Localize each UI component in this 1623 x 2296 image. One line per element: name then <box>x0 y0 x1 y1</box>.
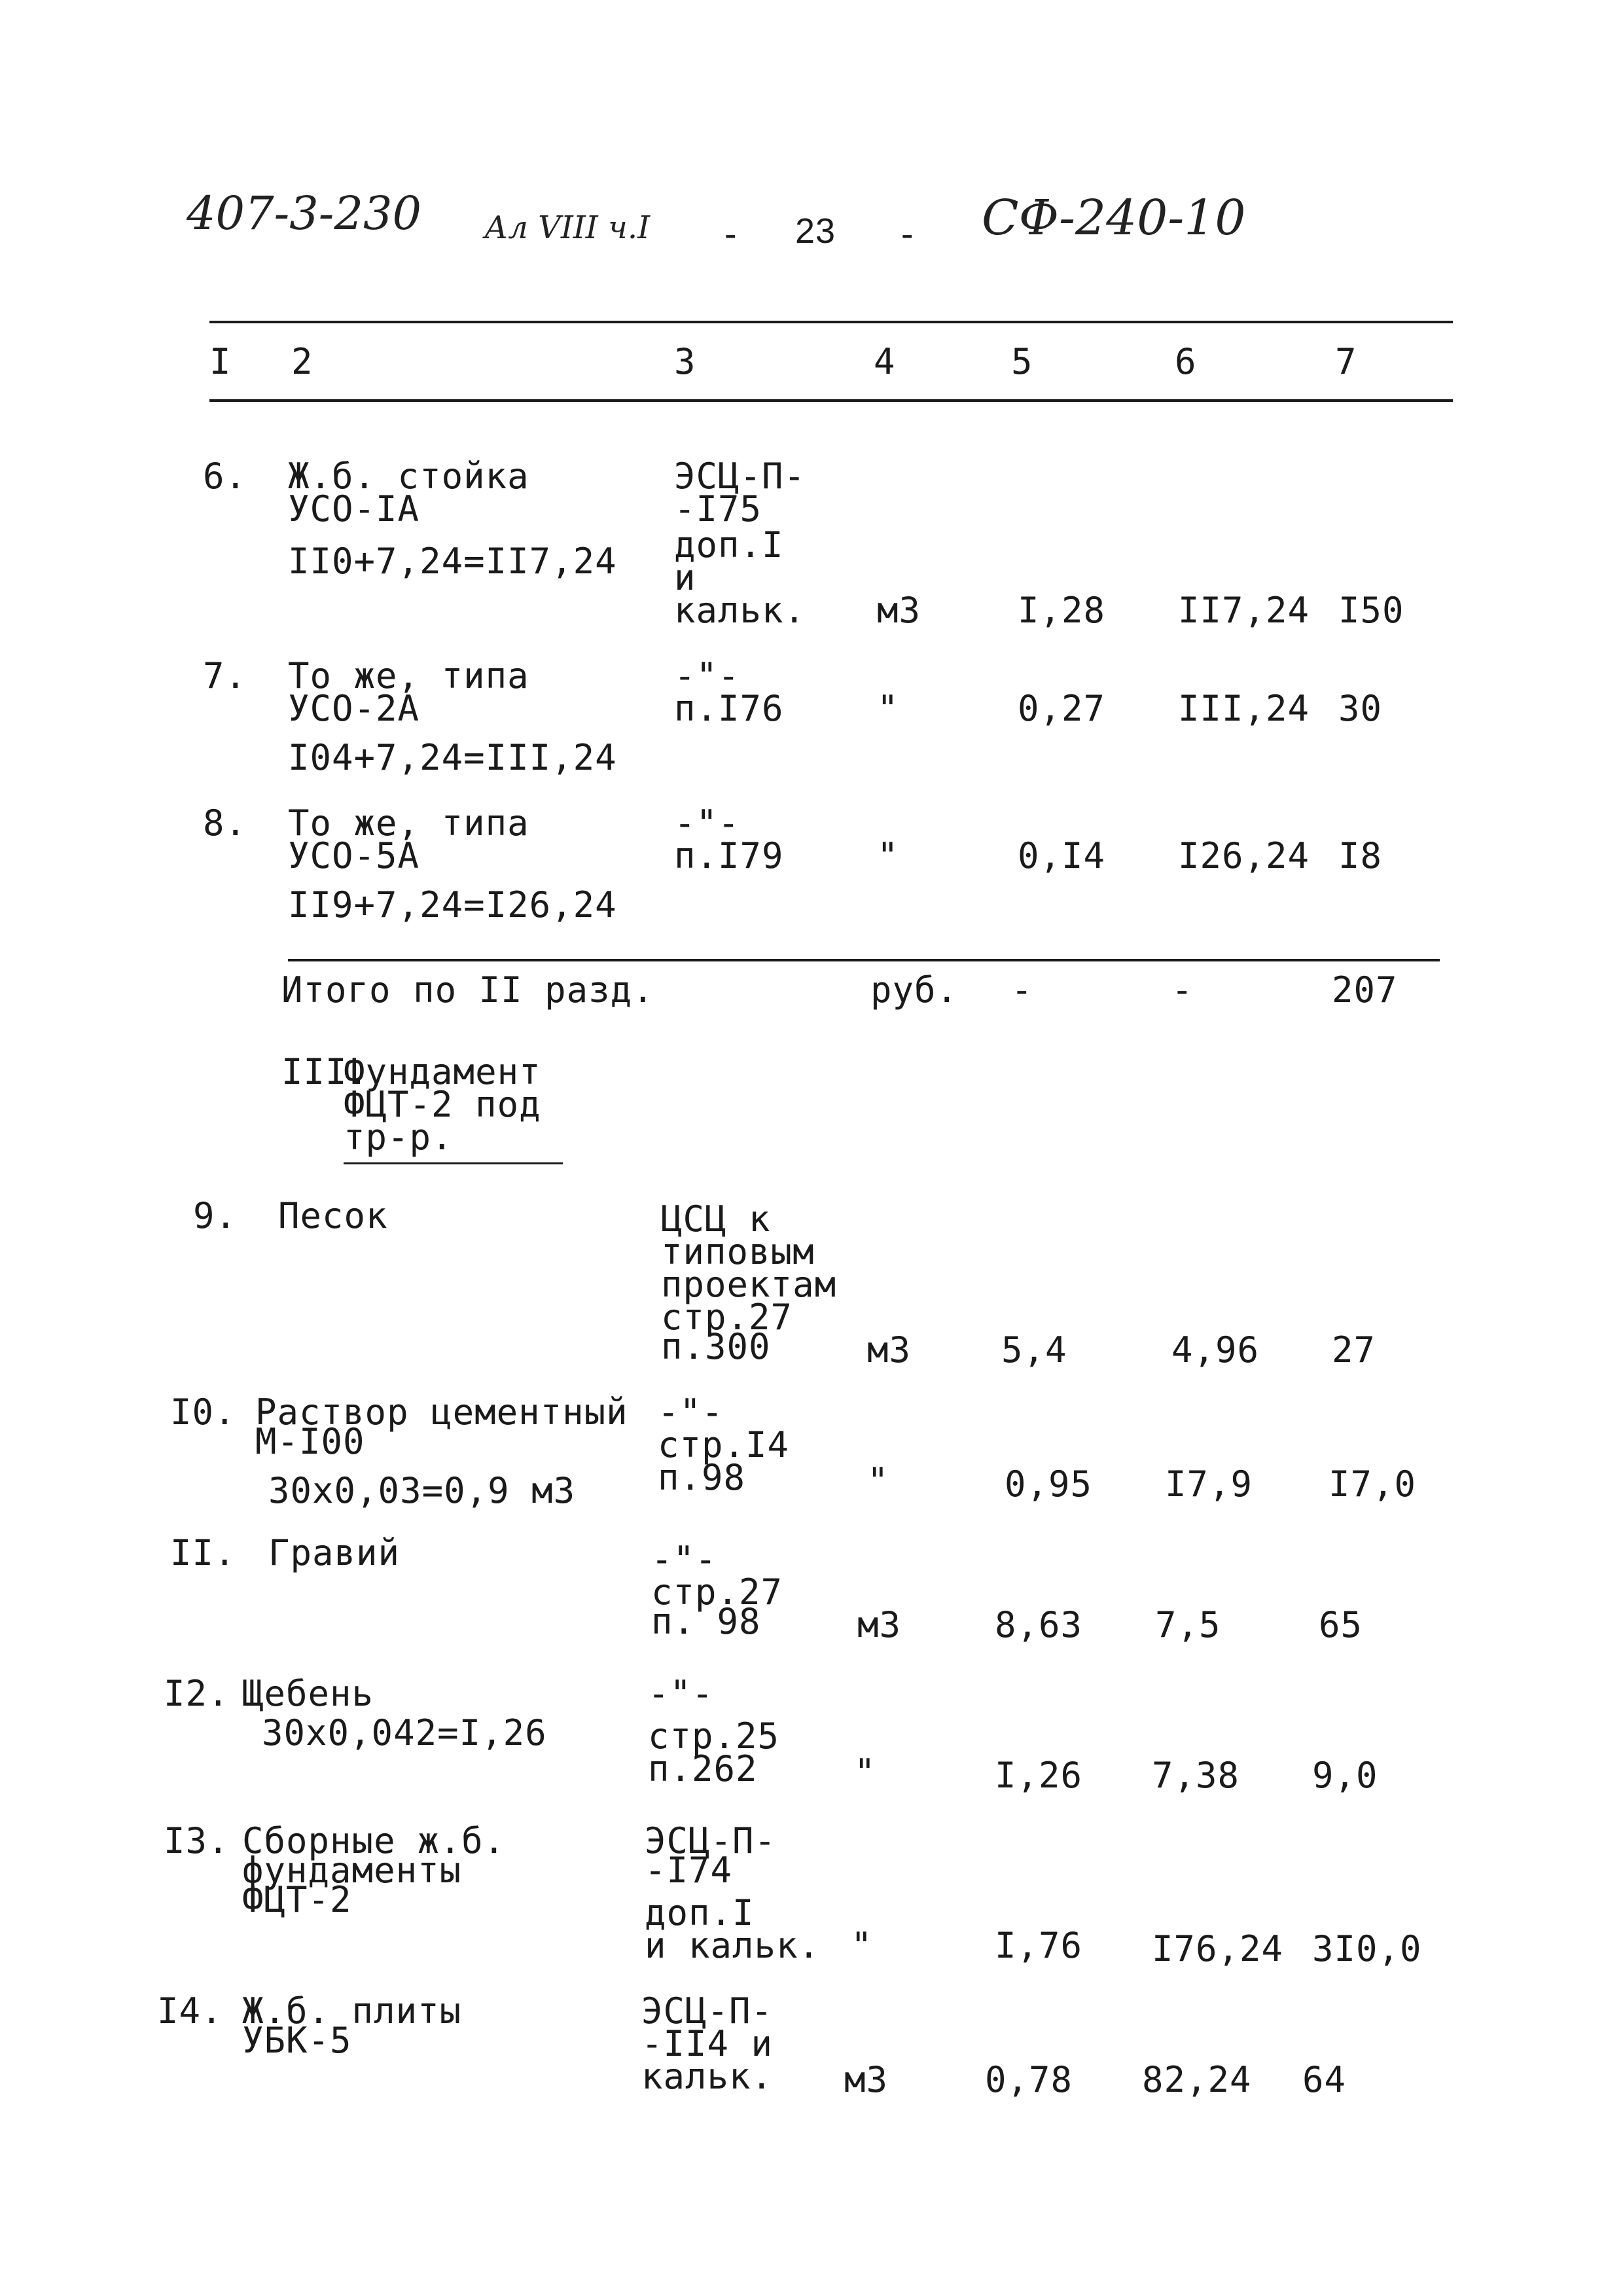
item-name-line: УСО-5А <box>288 835 420 876</box>
ref-line: доп.I <box>674 524 784 565</box>
price-cell: II7,24 <box>1178 590 1310 631</box>
price-cell: I76,24 <box>1152 1928 1284 1969</box>
item-calc: II0+7,24=II7,24 <box>288 541 617 582</box>
album-code: Ал VIII ч.I <box>484 209 651 246</box>
ref-line: стр.27 <box>661 1297 793 1338</box>
section-underline <box>344 1162 563 1164</box>
section-title-line: ФЦТ-2 под <box>344 1084 541 1125</box>
unit-cell: м3 <box>867 1329 912 1371</box>
section-title-line: Фундамент <box>344 1051 541 1092</box>
unit-cell: м3 <box>877 590 921 631</box>
subtotal-label: Итого по II разд. <box>281 969 654 1011</box>
ref-line: стр.27 <box>651 1571 783 1613</box>
sheet-code: СФ-240-10 <box>982 190 1246 246</box>
ref-line: ЭСЦ-П- <box>674 456 806 497</box>
row-number: I2. <box>164 1673 230 1714</box>
item-name-line: То же, типа <box>288 802 529 844</box>
row-number: II. <box>170 1532 236 1573</box>
ref-line: кальк. <box>641 2056 774 2097</box>
qty-cell: 0,27 <box>1018 688 1106 729</box>
ref-line: и <box>674 557 696 598</box>
ref-line: п.I76 <box>674 688 784 729</box>
ref-line: -"- <box>674 802 740 844</box>
page-prefix: - <box>720 213 742 255</box>
qty-cell: 5,4 <box>1001 1329 1067 1371</box>
subtotal-qty: - <box>1011 969 1033 1011</box>
price-cell: I26,24 <box>1178 835 1310 876</box>
page-number: 23 <box>795 211 836 251</box>
ref-line: -"- <box>674 655 740 696</box>
ref-line: ЭСЦ-П- <box>641 1990 774 2032</box>
qty-cell: 8,63 <box>995 1604 1083 1645</box>
price-cell: III,24 <box>1178 688 1310 729</box>
price-cell: 7,5 <box>1155 1604 1221 1645</box>
unit-cell: " <box>877 688 899 729</box>
table-header-rule <box>209 399 1453 402</box>
item-calc: II9+7,24=I26,24 <box>288 884 617 925</box>
ref-line: п.98 <box>658 1457 746 1498</box>
ref-line: п.300 <box>661 1326 771 1367</box>
item-name-line: Щебень <box>242 1673 374 1714</box>
item-name-line: ФЦТ-2 <box>242 1879 352 1920</box>
item-calc: I04+7,24=III,24 <box>288 737 617 778</box>
unit-cell: м3 <box>857 1604 902 1645</box>
item-name-line: УСО-IА <box>288 488 420 529</box>
ref-line: -I74 <box>645 1850 733 1891</box>
ref-line: доп.I <box>645 1892 755 1933</box>
item-name-line: М-I00 <box>255 1421 365 1462</box>
item-name-line: фундаменты <box>242 1850 462 1891</box>
item-name-line: Гравий <box>268 1532 401 1573</box>
ref-line: п. 98 <box>651 1601 761 1642</box>
col-header-2: 2 <box>291 341 313 382</box>
ref-line: кальк. <box>674 590 806 631</box>
unit-cell: " <box>854 1751 876 1793</box>
unit-cell: " <box>867 1460 889 1501</box>
ref-line: типовым <box>661 1231 815 1272</box>
total-cell: 64 <box>1302 2059 1347 2100</box>
qty-cell: 0,I4 <box>1018 835 1106 876</box>
item-name-line: Сборные ж.б. <box>242 1820 506 1861</box>
ref-line: ЦСЦ к <box>661 1198 771 1240</box>
row-number: 7. <box>203 655 247 696</box>
ref-line: стр.I4 <box>658 1424 790 1465</box>
total-cell: 27 <box>1332 1329 1376 1371</box>
section-roman: III. <box>281 1051 370 1092</box>
ref-line: -II4 и <box>641 2023 774 2064</box>
item-name-line: УБК-5 <box>242 2020 352 2061</box>
total-cell: 30 <box>1338 688 1383 729</box>
row-number: 8. <box>203 802 247 844</box>
col-header-6: 6 <box>1175 341 1196 382</box>
item-name-line: Ж.б. стойка <box>288 456 529 497</box>
ref-line: проектам <box>661 1264 837 1305</box>
ref-line: и кальк. <box>645 1925 821 1966</box>
qty-cell: 0,78 <box>985 2059 1073 2100</box>
table-top-rule <box>209 321 1453 323</box>
row-number: 9. <box>193 1195 238 1236</box>
section-title-line: тр-р. <box>344 1117 454 1158</box>
qty-cell: I,76 <box>995 1925 1083 1966</box>
ref-line: стр.25 <box>648 1715 780 1757</box>
page-suffix: - <box>897 213 919 255</box>
total-cell: I50 <box>1338 590 1404 631</box>
col-header-4: 4 <box>874 341 895 382</box>
qty-cell: 0,95 <box>1005 1463 1093 1505</box>
item-name-line: Раствор цементный <box>255 1391 628 1433</box>
item-calc: 30х0,042=I,26 <box>262 1712 547 1753</box>
col-header-3: 3 <box>674 341 696 382</box>
total-cell: I8 <box>1338 835 1383 876</box>
subtotal-unit: руб. <box>870 969 959 1011</box>
item-name-line: УСО-2А <box>288 688 420 729</box>
item-calc: 30х0,03=0,9 м3 <box>268 1470 576 1511</box>
price-cell: 4,96 <box>1171 1329 1260 1371</box>
row-number: I3. <box>164 1820 230 1861</box>
row-number: I0. <box>170 1391 236 1433</box>
qty-cell: I,28 <box>1018 590 1106 631</box>
ref-line: п.262 <box>648 1748 758 1789</box>
ref-line: -"- <box>648 1673 714 1714</box>
row-number: I4. <box>157 1990 223 2032</box>
subtotal-total: 207 <box>1332 969 1398 1011</box>
qty-cell: I,26 <box>995 1755 1083 1796</box>
col-header-5: 5 <box>1011 341 1033 382</box>
col-header-1: I <box>209 341 231 382</box>
subtotal-rule <box>288 959 1440 961</box>
item-name-line: Ж.б. плиты <box>242 1990 462 2032</box>
ref-line: ЭСЦ-П- <box>645 1820 777 1861</box>
total-cell: 3I0,0 <box>1312 1928 1422 1969</box>
price-cell: I7,9 <box>1165 1463 1253 1505</box>
unit-cell: м3 <box>844 2059 889 2100</box>
item-name-line: То же, типа <box>288 655 529 696</box>
price-cell: 82,24 <box>1142 2059 1252 2100</box>
col-header-7: 7 <box>1335 341 1357 382</box>
total-cell: I7,0 <box>1329 1463 1417 1505</box>
item-name-line: Песок <box>278 1195 388 1236</box>
subtotal-price: - <box>1171 969 1194 1011</box>
unit-cell: " <box>877 835 899 876</box>
row-number: 6. <box>203 456 247 497</box>
price-cell: 7,38 <box>1152 1755 1240 1796</box>
ref-line: -I75 <box>674 488 762 529</box>
total-cell: 65 <box>1319 1604 1363 1645</box>
doc-code: 407-3-230 <box>187 187 422 240</box>
ref-line: -"- <box>651 1539 717 1580</box>
ref-line: п.I79 <box>674 835 784 876</box>
total-cell: 9,0 <box>1312 1755 1378 1796</box>
ref-line: -"- <box>658 1391 724 1433</box>
unit-cell: " <box>851 1925 873 1966</box>
